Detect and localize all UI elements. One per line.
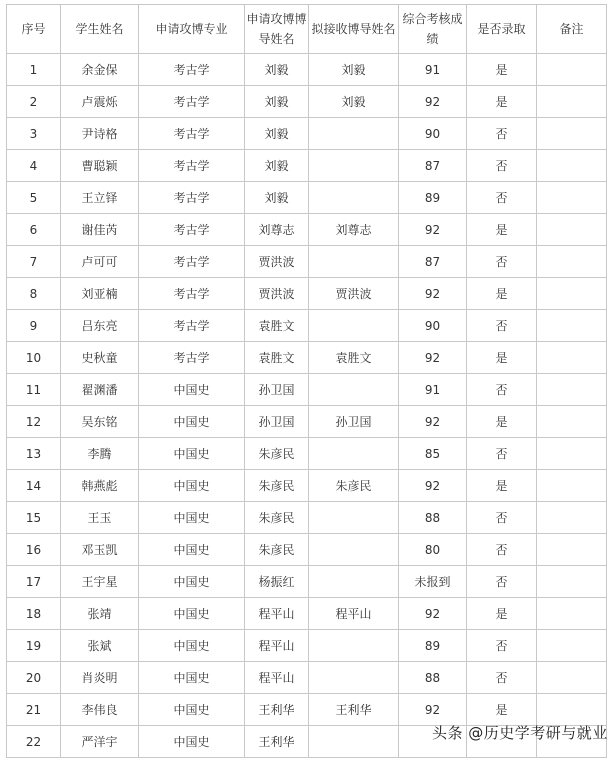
header-major: 申请攻博专业 xyxy=(139,5,245,54)
cell-admitted: 是 xyxy=(467,342,537,374)
admission-table xyxy=(6,4,607,758)
cell-major: 考古学 xyxy=(139,214,245,246)
cell-index: 17 xyxy=(7,566,61,598)
cell-score: 91 xyxy=(399,54,467,86)
cell-applied-supervisor: 刘毅 xyxy=(245,86,309,118)
table-row xyxy=(7,246,607,278)
table-row xyxy=(7,310,607,342)
cell-score: 92 xyxy=(399,214,467,246)
cell-accepting-supervisor: 朱彦民 xyxy=(309,470,399,502)
cell-applied-supervisor: 刘毅 xyxy=(245,150,309,182)
table-body xyxy=(7,54,607,758)
cell-admitted: 否 xyxy=(467,246,537,278)
table-row xyxy=(7,118,607,150)
cell-student-name: 卢可可 xyxy=(61,246,139,278)
cell-remarks xyxy=(537,246,607,278)
header-accepting-supervisor: 拟接收博导姓名 xyxy=(309,5,399,54)
cell-student-name: 张靖 xyxy=(61,598,139,630)
cell-remarks xyxy=(537,438,607,470)
cell-index: 7 xyxy=(7,246,61,278)
cell-student-name: 吴东铭 xyxy=(61,406,139,438)
cell-admitted: 是 xyxy=(467,406,537,438)
table-row xyxy=(7,598,607,630)
cell-accepting-supervisor xyxy=(309,502,399,534)
cell-score: 85 xyxy=(399,438,467,470)
cell-admitted: 是 xyxy=(467,54,537,86)
cell-admitted: 否 xyxy=(467,566,537,598)
cell-index: 16 xyxy=(7,534,61,566)
cell-score: 90 xyxy=(399,310,467,342)
table-row xyxy=(7,278,607,310)
cell-major: 中国史 xyxy=(139,470,245,502)
cell-score: 90 xyxy=(399,118,467,150)
cell-accepting-supervisor xyxy=(309,630,399,662)
cell-accepting-supervisor xyxy=(309,310,399,342)
cell-remarks xyxy=(537,534,607,566)
header-admitted: 是否录取 xyxy=(467,5,537,54)
cell-student-name: 王立铎 xyxy=(61,182,139,214)
cell-index: 6 xyxy=(7,214,61,246)
cell-remarks xyxy=(537,406,607,438)
cell-student-name: 邓玉凯 xyxy=(61,534,139,566)
table-row xyxy=(7,502,607,534)
cell-remarks xyxy=(537,502,607,534)
cell-major: 考古学 xyxy=(139,310,245,342)
table-row xyxy=(7,630,607,662)
cell-index: 9 xyxy=(7,310,61,342)
table-row xyxy=(7,214,607,246)
cell-major: 中国史 xyxy=(139,598,245,630)
cell-applied-supervisor: 孙卫国 xyxy=(245,406,309,438)
cell-remarks xyxy=(537,182,607,214)
cell-applied-supervisor: 程平山 xyxy=(245,630,309,662)
cell-remarks xyxy=(537,278,607,310)
table-row xyxy=(7,662,607,694)
cell-major: 考古学 xyxy=(139,342,245,374)
cell-admitted: 是 xyxy=(467,214,537,246)
cell-index: 13 xyxy=(7,438,61,470)
cell-student-name: 卢震烁 xyxy=(61,86,139,118)
cell-admitted: 否 xyxy=(467,118,537,150)
cell-major: 中国史 xyxy=(139,566,245,598)
cell-remarks xyxy=(537,630,607,662)
table-row xyxy=(7,406,607,438)
cell-major: 中国史 xyxy=(139,694,245,726)
table-row xyxy=(7,86,607,118)
cell-admitted: 否 xyxy=(467,630,537,662)
cell-student-name: 尹诗格 xyxy=(61,118,139,150)
table-row xyxy=(7,566,607,598)
cell-score: 92 xyxy=(399,342,467,374)
cell-student-name: 韩燕彪 xyxy=(61,470,139,502)
cell-index: 15 xyxy=(7,502,61,534)
cell-score: 88 xyxy=(399,662,467,694)
cell-score: 89 xyxy=(399,630,467,662)
cell-index: 1 xyxy=(7,54,61,86)
cell-major: 中国史 xyxy=(139,374,245,406)
cell-accepting-supervisor xyxy=(309,662,399,694)
cell-accepting-supervisor xyxy=(309,182,399,214)
cell-major: 中国史 xyxy=(139,726,245,758)
cell-index: 5 xyxy=(7,182,61,214)
cell-index: 4 xyxy=(7,150,61,182)
table-row xyxy=(7,54,607,86)
cell-admitted: 否 xyxy=(467,662,537,694)
cell-student-name: 王宇星 xyxy=(61,566,139,598)
cell-accepting-supervisor xyxy=(309,118,399,150)
cell-admitted: 是 xyxy=(467,694,537,726)
cell-student-name: 李伟良 xyxy=(61,694,139,726)
cell-student-name: 谢佳芮 xyxy=(61,214,139,246)
header-applied-supervisor: 申请攻博博导姓名 xyxy=(245,5,309,54)
header-score: 综合考核成绩 xyxy=(399,5,467,54)
cell-admitted: 否 xyxy=(467,182,537,214)
cell-admitted: 否 xyxy=(467,534,537,566)
cell-major: 中国史 xyxy=(139,438,245,470)
cell-student-name: 张斌 xyxy=(61,630,139,662)
cell-index: 10 xyxy=(7,342,61,374)
cell-major: 考古学 xyxy=(139,54,245,86)
cell-major: 中国史 xyxy=(139,630,245,662)
cell-major: 考古学 xyxy=(139,182,245,214)
cell-index: 12 xyxy=(7,406,61,438)
table-row xyxy=(7,470,607,502)
cell-student-name: 吕东亮 xyxy=(61,310,139,342)
cell-accepting-supervisor xyxy=(309,150,399,182)
table-row xyxy=(7,182,607,214)
cell-accepting-supervisor: 刘尊志 xyxy=(309,214,399,246)
watermark-text: 头条 @历史学考研与就业 xyxy=(432,724,608,742)
cell-student-name: 王玉 xyxy=(61,502,139,534)
cell-index: 21 xyxy=(7,694,61,726)
cell-applied-supervisor: 王利华 xyxy=(245,694,309,726)
cell-major: 中国史 xyxy=(139,502,245,534)
cell-score: 88 xyxy=(399,502,467,534)
cell-score: 92 xyxy=(399,406,467,438)
cell-accepting-supervisor: 程平山 xyxy=(309,598,399,630)
cell-student-name: 史秋童 xyxy=(61,342,139,374)
cell-score: 92 xyxy=(399,470,467,502)
cell-accepting-supervisor xyxy=(309,726,399,758)
cell-student-name: 翟渊潘 xyxy=(61,374,139,406)
cell-score: 92 xyxy=(399,598,467,630)
cell-admitted: 否 xyxy=(467,150,537,182)
cell-admitted: 否 xyxy=(467,502,537,534)
cell-remarks xyxy=(537,470,607,502)
cell-applied-supervisor: 袁胜文 xyxy=(245,310,309,342)
cell-admitted: 是 xyxy=(467,470,537,502)
cell-score: 87 xyxy=(399,246,467,278)
cell-index: 8 xyxy=(7,278,61,310)
cell-applied-supervisor: 朱彦民 xyxy=(245,502,309,534)
cell-score: 92 xyxy=(399,86,467,118)
cell-score: 未报到 xyxy=(399,566,467,598)
cell-applied-supervisor: 朱彦民 xyxy=(245,438,309,470)
cell-major: 考古学 xyxy=(139,278,245,310)
table-row xyxy=(7,150,607,182)
cell-remarks xyxy=(537,118,607,150)
cell-index: 20 xyxy=(7,662,61,694)
cell-accepting-supervisor xyxy=(309,246,399,278)
cell-accepting-supervisor: 刘毅 xyxy=(309,86,399,118)
table-row xyxy=(7,534,607,566)
cell-admitted: 否 xyxy=(467,438,537,470)
cell-major: 中国史 xyxy=(139,534,245,566)
cell-accepting-supervisor: 刘毅 xyxy=(309,54,399,86)
cell-score: 91 xyxy=(399,374,467,406)
cell-applied-supervisor: 杨振红 xyxy=(245,566,309,598)
cell-remarks xyxy=(537,150,607,182)
table-header-row xyxy=(7,5,607,54)
cell-accepting-supervisor xyxy=(309,374,399,406)
cell-student-name: 肖炎明 xyxy=(61,662,139,694)
cell-index: 22 xyxy=(7,726,61,758)
cell-score: 89 xyxy=(399,182,467,214)
cell-major: 考古学 xyxy=(139,86,245,118)
cell-applied-supervisor: 刘毅 xyxy=(245,182,309,214)
cell-index: 19 xyxy=(7,630,61,662)
cell-major: 中国史 xyxy=(139,662,245,694)
cell-admitted: 否 xyxy=(467,374,537,406)
cell-remarks xyxy=(537,86,607,118)
cell-applied-supervisor: 朱彦民 xyxy=(245,534,309,566)
table-row xyxy=(7,374,607,406)
cell-applied-supervisor: 程平山 xyxy=(245,662,309,694)
header-student-name: 学生姓名 xyxy=(61,5,139,54)
cell-student-name: 严洋宇 xyxy=(61,726,139,758)
cell-major: 考古学 xyxy=(139,118,245,150)
cell-applied-supervisor: 刘毅 xyxy=(245,118,309,150)
cell-remarks xyxy=(537,662,607,694)
cell-score: 92 xyxy=(399,694,467,726)
cell-remarks xyxy=(537,374,607,406)
cell-remarks xyxy=(537,310,607,342)
cell-accepting-supervisor xyxy=(309,534,399,566)
cell-applied-supervisor: 孙卫国 xyxy=(245,374,309,406)
cell-applied-supervisor: 刘尊志 xyxy=(245,214,309,246)
table-row xyxy=(7,694,607,726)
cell-accepting-supervisor: 贾洪波 xyxy=(309,278,399,310)
cell-applied-supervisor: 朱彦民 xyxy=(245,470,309,502)
cell-remarks xyxy=(537,598,607,630)
cell-accepting-supervisor xyxy=(309,438,399,470)
cell-student-name: 曹聪颖 xyxy=(61,150,139,182)
header-index: 序号 xyxy=(7,5,61,54)
cell-applied-supervisor: 王利华 xyxy=(245,726,309,758)
cell-remarks xyxy=(537,214,607,246)
cell-major: 考古学 xyxy=(139,150,245,182)
cell-index: 2 xyxy=(7,86,61,118)
cell-remarks xyxy=(537,342,607,374)
cell-remarks xyxy=(537,694,607,726)
cell-student-name: 刘亚楠 xyxy=(61,278,139,310)
cell-admitted: 否 xyxy=(467,310,537,342)
cell-index: 3 xyxy=(7,118,61,150)
cell-student-name: 余金保 xyxy=(61,54,139,86)
cell-major: 考古学 xyxy=(139,246,245,278)
header-remarks: 备注 xyxy=(537,5,607,54)
cell-student-name: 李腾 xyxy=(61,438,139,470)
cell-index: 18 xyxy=(7,598,61,630)
cell-remarks xyxy=(537,566,607,598)
cell-applied-supervisor: 贾洪波 xyxy=(245,278,309,310)
cell-applied-supervisor: 袁胜文 xyxy=(245,342,309,374)
cell-applied-supervisor: 刘毅 xyxy=(245,54,309,86)
table-row xyxy=(7,438,607,470)
cell-score: 92 xyxy=(399,278,467,310)
table-row xyxy=(7,342,607,374)
cell-admitted: 是 xyxy=(467,598,537,630)
cell-remarks xyxy=(537,54,607,86)
cell-accepting-supervisor: 袁胜文 xyxy=(309,342,399,374)
cell-applied-supervisor: 贾洪波 xyxy=(245,246,309,278)
cell-admitted: 是 xyxy=(467,86,537,118)
cell-admitted: 是 xyxy=(467,278,537,310)
cell-index: 14 xyxy=(7,470,61,502)
cell-accepting-supervisor: 王利华 xyxy=(309,694,399,726)
cell-score: 87 xyxy=(399,150,467,182)
cell-accepting-supervisor: 孙卫国 xyxy=(309,406,399,438)
cell-accepting-supervisor xyxy=(309,566,399,598)
cell-index: 11 xyxy=(7,374,61,406)
cell-score: 80 xyxy=(399,534,467,566)
cell-applied-supervisor: 程平山 xyxy=(245,598,309,630)
cell-major: 中国史 xyxy=(139,406,245,438)
